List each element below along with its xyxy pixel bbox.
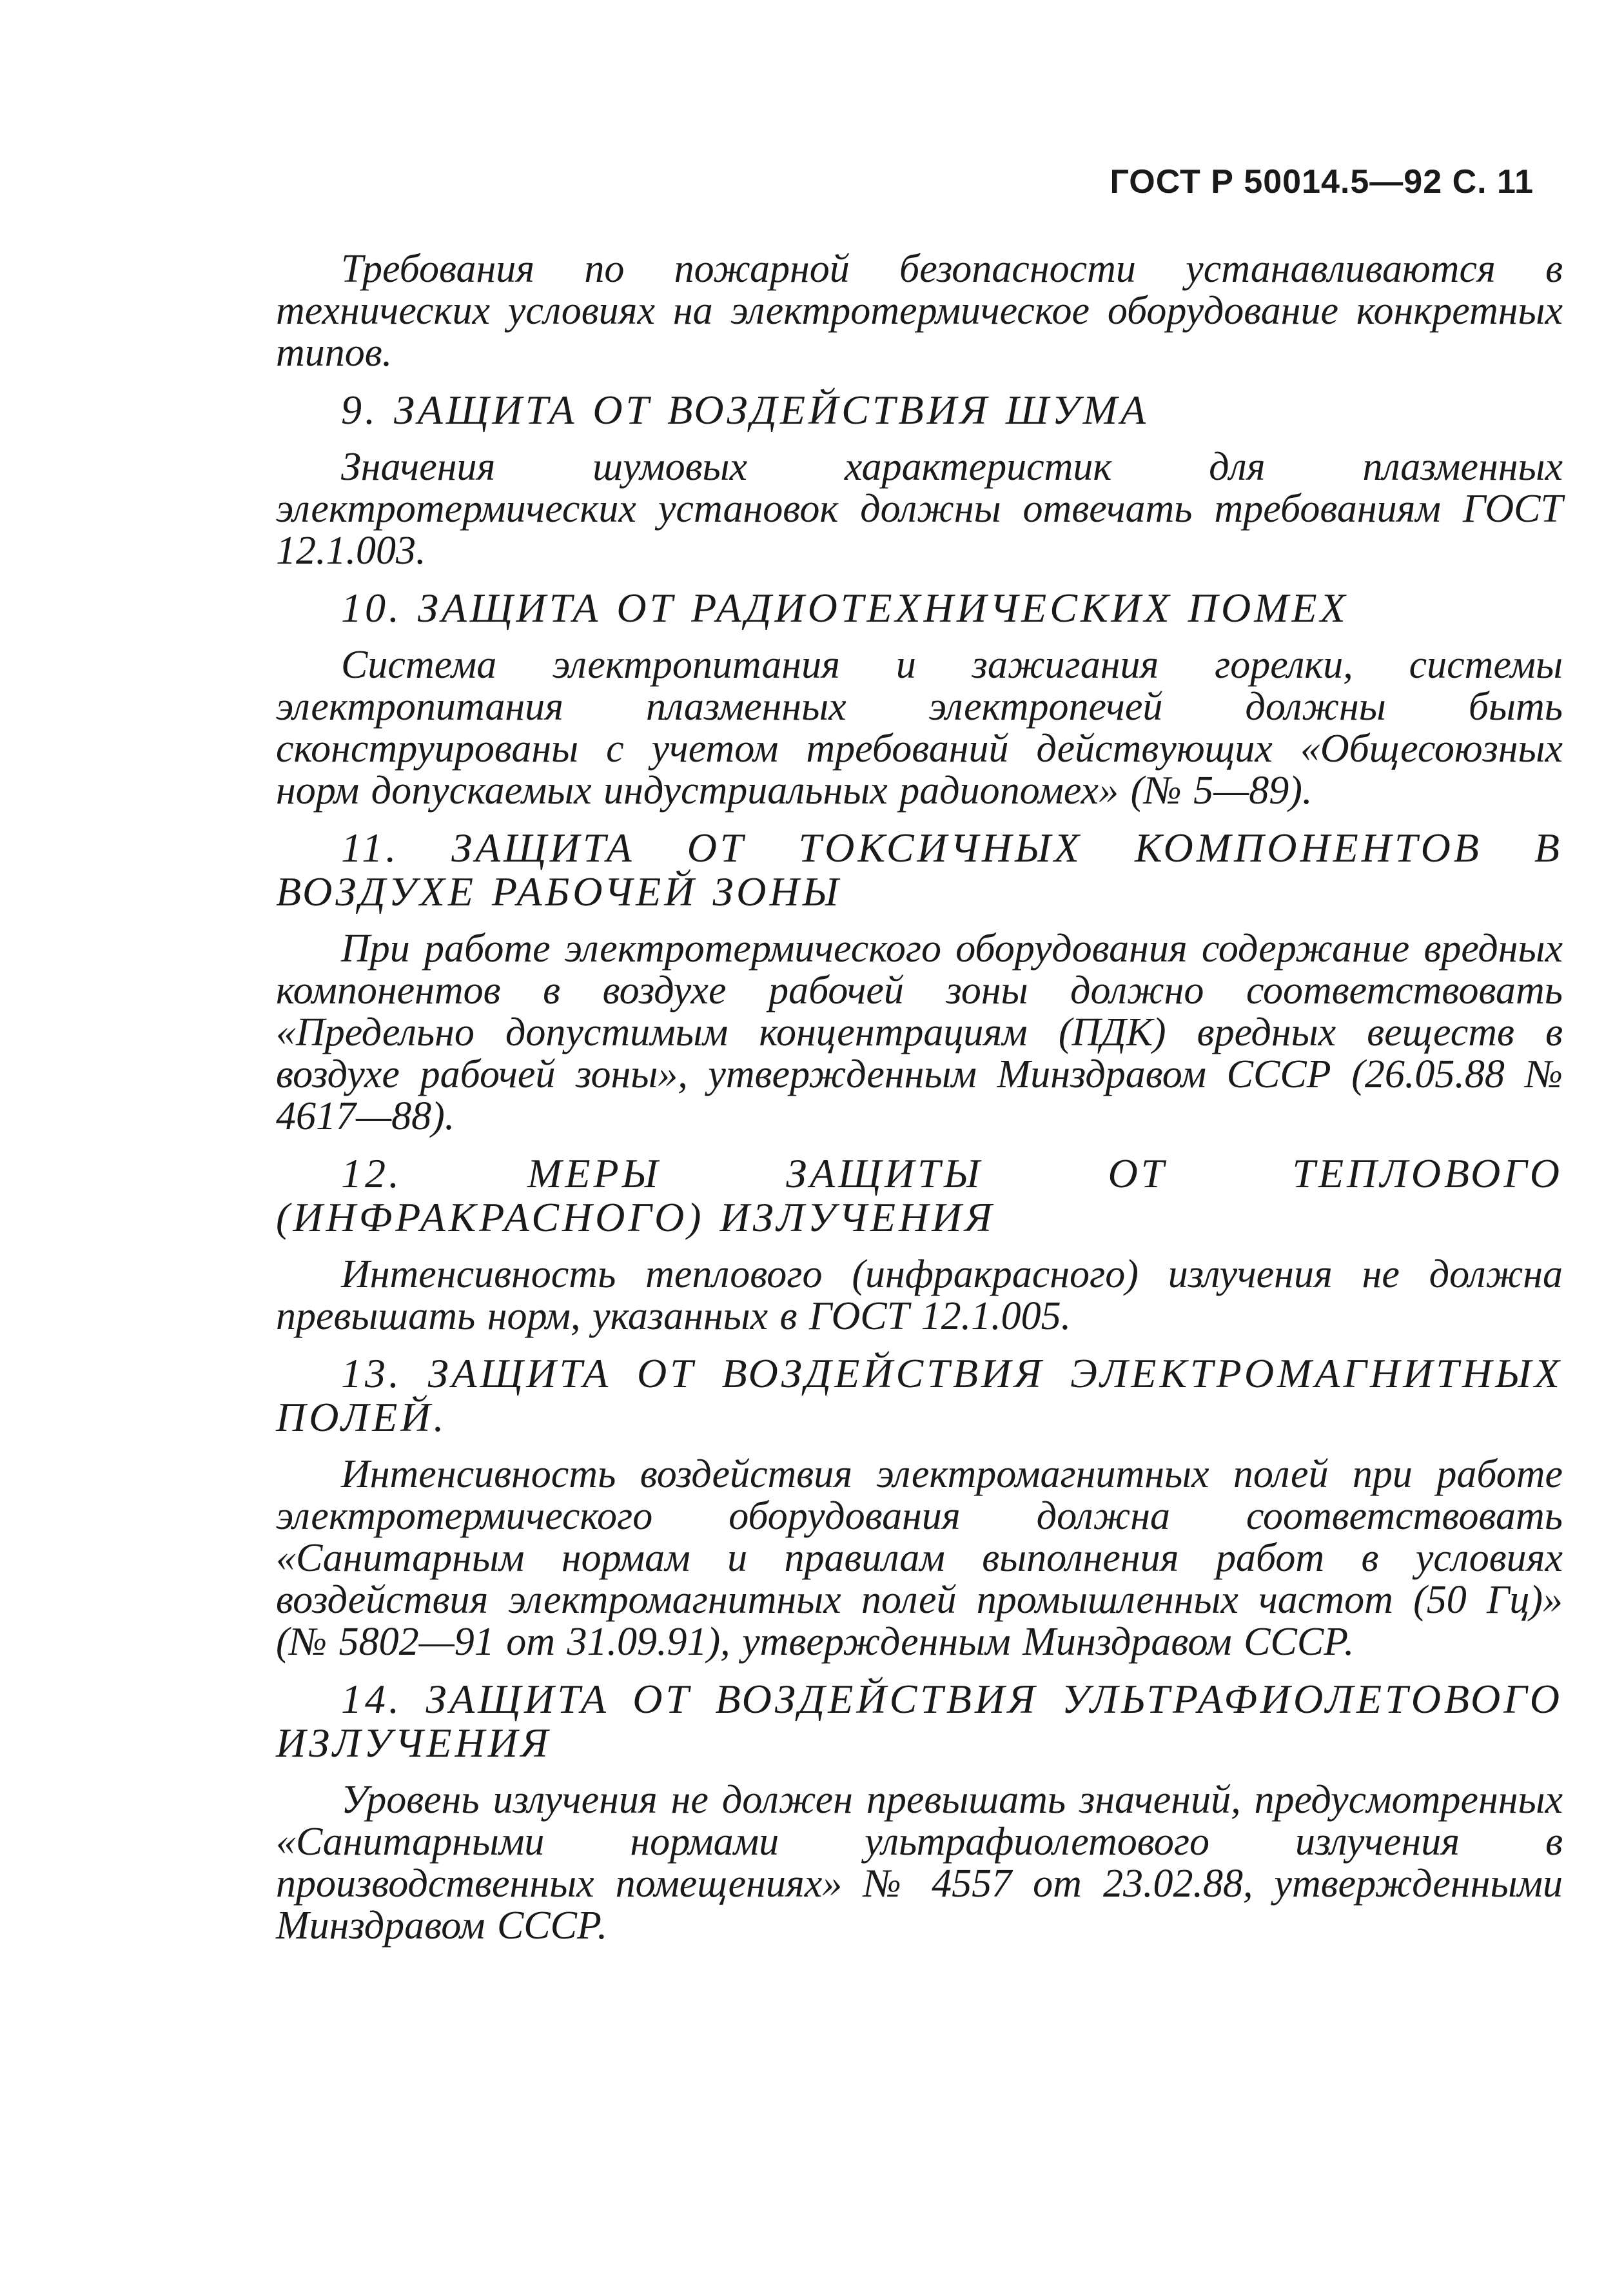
section-12-body: Интенсивность теплового (инфракрасного) излучения не должна превышать норм, указанных в ГОСТ 12.1.005.	[276, 1252, 1563, 1338]
section-10-heading: 10. ЗАЩИТА ОТ РАДИОТЕХНИЧЕСКИХ ПОМЕХ	[341, 585, 1349, 631]
section-10-body: Система электропитания и зажигания горелки, системы электропитания плазменных электропечей должны быть сконструированы с учетом требований действующих «Общесоюзных норм допускаемых индустриальных радиопомех» (№ 5—89).	[276, 643, 1563, 813]
section-12-heading: 12. МЕРЫ ЗАЩИТЫ ОТ ТЕПЛОВОГО (ИНФРАКРАСНОГО) ИЗЛУЧЕНИЯ	[276, 1150, 1563, 1240]
section-13-body: Интенсивность воздействия электромагнитных полей при работе электротермического оборудования должна соответствовать «Санитарным нормам и правилам выполнения работ в условиях воздействия электромагнитных полей промышленных частот (50 Гц)» (№ 5802—91 от 31.09.91), утвержденным Минздравом СССР.	[276, 1452, 1563, 1664]
section-13-heading: 13. ЗАЩИТА ОТ ВОЗДЕЙСТВИЯ ЭЛЕКТРОМАГНИТНЫХ ПОЛЕЙ.	[276, 1350, 1563, 1440]
section-14-heading: 14. ЗАЩИТА ОТ ВОЗДЕЙСТВИЯ УЛЬТРАФИОЛЕТОВОГО ИЗЛУЧЕНИЯ	[276, 1676, 1563, 1766]
page-header: ГОСТ Р 50014.5—92 С. 11	[1110, 163, 1534, 201]
section-11-body: При работе электротермического оборудования содержание вредных компонентов в воздухе рабочей зоны должно соответствовать «Предельно допустимым концентрациям (ПДК) вредных веществ в воздухе рабочей зоны», утвержденным Минздравом СССР (26.05.88 № 4617—88).	[276, 927, 1563, 1138]
section-11-heading: 11. ЗАЩИТА ОТ ТОКСИЧНЫХ КОМПОНЕНТОВ В ВОЗДУХЕ РАБОЧЕЙ ЗОНЫ	[276, 825, 1563, 914]
section-9-body: Значения шумовых характеристик для плазменных электротермических установок должны отвечать требованиям ГОСТ 12.1.003.	[276, 445, 1563, 573]
document-body	[276, 248, 1563, 1947]
section-14-body: Уровень излучения не должен превышать значений, предусмотренных «Санитарными нормами ультрафиолетового излучения в производственных помещениях» № 4557 от 23.02.88, утвержденными Минздравом СССР.	[276, 1778, 1563, 1948]
intro-paragraph: Требования по пожарной безопасности устанавливаются в технических условиях на электротермическое оборудование конкретных типов.	[276, 247, 1563, 375]
section-9-heading: 9. ЗАЩИТА ОТ ВОЗДЕЙСТВИЯ ШУМА	[341, 387, 1150, 433]
